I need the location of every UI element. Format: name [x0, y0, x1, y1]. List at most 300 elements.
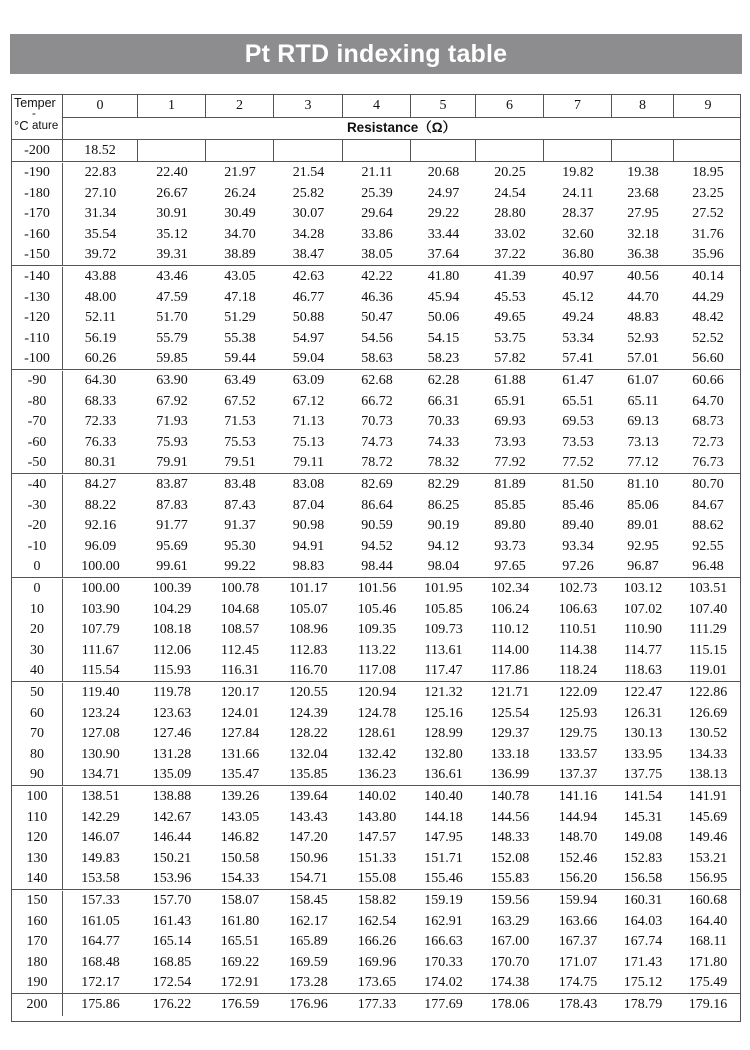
resistance-cell: 119.01 [689, 663, 727, 678]
resistance-cell: 107.79 [81, 622, 120, 637]
table-row [12, 267, 740, 288]
resistance-cell: 71.13 [292, 414, 325, 429]
resistance-cell: 27.52 [692, 206, 724, 221]
resistance-cell: 156.95 [688, 871, 728, 886]
table-row [12, 349, 740, 370]
resistance-cell: 131.66 [220, 746, 260, 762]
resistance-cell: 60.66 [692, 373, 724, 388]
resistance-cell: 57.41 [562, 351, 594, 366]
resistance-cell: 80.70 [692, 477, 724, 492]
table-row [12, 973, 740, 994]
resistance-cell: 109.35 [357, 622, 397, 637]
resistance-cell: 102.34 [490, 581, 530, 596]
table-row [12, 912, 740, 933]
resistance-cell: 144.94 [558, 809, 598, 825]
table-row [12, 891, 740, 912]
resistance-cell: 97.26 [562, 559, 594, 574]
resistance-cell: 51.29 [224, 310, 256, 325]
resistance-cell: 146.07 [81, 830, 120, 845]
resistance-cell: 104.29 [152, 601, 192, 617]
resistance-cell: 166.63 [424, 934, 463, 949]
resistance-cell: 93.73 [494, 538, 526, 554]
temperature-cell: 90 [12, 765, 63, 786]
resistance-cell: 161.05 [81, 913, 120, 929]
resistance-cell: 112.83 [289, 642, 328, 658]
resistance-cell: 61.47 [562, 373, 594, 388]
resistance-cell: 25.39 [361, 185, 393, 201]
resistance-cell: 27.10 [84, 185, 117, 201]
resistance-cell: 123.63 [152, 705, 192, 721]
resistance-cell: 118.63 [624, 663, 662, 678]
resistance-cell: 32.18 [627, 226, 659, 242]
resistance-cell: 156.20 [558, 871, 598, 886]
resistance-cell: 153.96 [152, 871, 192, 886]
table-row [12, 537, 740, 558]
table-row [12, 557, 740, 578]
resistance-cell: 167.37 [558, 934, 598, 949]
resistance-cell: 176.59 [220, 997, 260, 1012]
resistance-cell: 44.29 [692, 289, 724, 305]
resistance-cell: 143.80 [357, 809, 397, 825]
resistance-cell: 158.82 [357, 893, 397, 908]
resistance-cell: 159.19 [424, 893, 463, 908]
resistance-cell: 92.95 [627, 538, 659, 554]
resistance-cell: 84.67 [692, 497, 724, 513]
resistance-cell: 73.13 [627, 434, 659, 450]
digit-header-6: 6 [476, 95, 544, 117]
resistance-cell: 125.93 [558, 705, 598, 721]
resistance-cell: 153.21 [688, 850, 728, 866]
resistance-cell: 135.09 [152, 767, 192, 782]
resistance-cell: 70.73 [361, 414, 393, 429]
resistance-cell: 90.59 [361, 518, 393, 533]
resistance-cell: 164.77 [81, 934, 120, 949]
resistance-cell: 124.01 [220, 705, 260, 721]
resistance-cell: 85.46 [562, 497, 594, 513]
resistance-cell: 141.91 [688, 789, 728, 804]
digit-header-8: 8 [612, 95, 674, 117]
resistance-cell: 64.30 [84, 373, 117, 388]
resistance-cell: 44.70 [627, 289, 659, 305]
resistance-cell: 58.23 [427, 351, 460, 366]
resistance-cell: 121.32 [424, 685, 463, 700]
resistance-cell: 54.56 [361, 330, 393, 346]
table-row [12, 163, 740, 184]
resistance-cell: 67.92 [156, 393, 188, 409]
resistance-cell [343, 140, 411, 162]
resistance-cell: 35.12 [156, 226, 188, 242]
table-row [12, 683, 740, 704]
resistance-cell: 95.30 [224, 538, 256, 554]
temperature-header-cell [12, 95, 63, 139]
table-row [12, 184, 740, 205]
table-row [12, 953, 740, 974]
resistance-cell: 151.71 [424, 850, 463, 866]
resistance-cell: 107.40 [688, 601, 728, 617]
resistance-cell: 101.17 [289, 581, 328, 596]
temperature-cell: -190 [12, 163, 63, 184]
table-block [12, 161, 740, 265]
resistance-cell: 74.73 [361, 434, 393, 450]
resistance-cell: 82.29 [427, 477, 460, 492]
resistance-cell: 79.91 [156, 455, 188, 470]
resistance-cell: 24.54 [494, 185, 526, 201]
resistance-cell: 177.69 [424, 997, 463, 1012]
resistance-cell: 99.22 [224, 559, 256, 574]
resistance-cell: 31.76 [692, 226, 724, 242]
table-row [12, 932, 740, 953]
resistance-cell: 40.14 [692, 269, 724, 284]
resistance-cell: 97.65 [494, 559, 526, 574]
resistance-cell: 91.77 [156, 518, 188, 533]
resistance-cell: 58.63 [361, 351, 393, 366]
temperature-cell: 20 [12, 620, 63, 641]
resistance-cell: 169.96 [357, 954, 397, 970]
resistance-cell: 78.72 [361, 455, 393, 470]
resistance-cell: 130.52 [688, 726, 728, 741]
resistance-cell: 141.54 [623, 789, 663, 804]
resistance-cell: 54.97 [292, 330, 325, 346]
resistance-cell: 94.52 [361, 538, 393, 554]
resistance-cell: 151.33 [357, 850, 397, 866]
resistance-cell: 138.13 [688, 767, 728, 782]
resistance-cell: 139.64 [289, 789, 328, 804]
resistance-cell: 49.65 [494, 310, 526, 325]
temperature-cell: -20 [12, 516, 63, 537]
resistance-cell: 145.69 [688, 809, 728, 825]
resistance-cell: 77.52 [562, 455, 594, 470]
resistance-cell: 76.33 [84, 434, 117, 450]
resistance-cell: 40.97 [562, 269, 594, 284]
resistance-cell: 141.16 [558, 789, 598, 804]
resistance-cell: 79.51 [224, 455, 256, 470]
resistance-cell: 162.17 [289, 913, 328, 929]
resistance-cell: 164.40 [688, 913, 728, 929]
digit-header-7: 7 [544, 95, 612, 117]
resistance-cell [411, 140, 476, 162]
temperature-cell: 140 [12, 869, 63, 890]
resistance-cell: 174.75 [558, 975, 598, 990]
resistance-cell: 37.64 [427, 247, 460, 262]
temperature-cell: -80 [12, 392, 63, 413]
resistance-cell: 101.56 [357, 581, 397, 596]
resistance-cell: 35.96 [692, 247, 724, 262]
resistance-cell: 25.82 [292, 185, 325, 201]
digit-header-5: 5 [411, 95, 476, 117]
resistance-cell: 158.45 [289, 893, 328, 908]
resistance-cell: 53.75 [494, 330, 526, 346]
resistance-cell: 108.18 [152, 622, 192, 637]
resistance-cell: 169.59 [289, 954, 328, 970]
table-block [12, 785, 740, 889]
temperature-header-line1: Temper [14, 96, 56, 110]
resistance-cell: 91.37 [224, 518, 256, 533]
resistance-cell: 66.72 [361, 393, 393, 409]
resistance-cell: 80.31 [84, 455, 117, 470]
resistance-cell: 21.11 [361, 165, 393, 180]
resistance-cell: 104.68 [220, 601, 260, 617]
resistance-cell: 53.34 [562, 330, 594, 346]
resistance-cell: 165.89 [289, 934, 328, 949]
table-row [12, 724, 740, 745]
resistance-cell: 154.71 [289, 871, 328, 886]
table-row [12, 225, 740, 246]
resistance-cell: 26.24 [224, 185, 256, 201]
resistance-cell: 49.24 [562, 310, 594, 325]
resistance-cell: 175.49 [688, 975, 728, 990]
resistance-cell: 144.56 [490, 809, 530, 825]
resistance-cell: 62.68 [361, 373, 393, 388]
resistance-cell: 173.65 [357, 975, 397, 990]
table-block [12, 369, 740, 473]
resistance-cell: 57.01 [627, 351, 659, 366]
resistance-cell: 67.52 [224, 393, 256, 409]
resistance-cell: 136.99 [490, 767, 530, 782]
resistance-cell: 168.85 [152, 954, 192, 970]
resistance-cell: 152.83 [623, 850, 663, 866]
temperature-cell: 60 [12, 704, 63, 725]
resistance-cell: 39.72 [84, 247, 117, 262]
resistance-cell: 18.95 [692, 165, 724, 180]
resistance-cell: 92.55 [692, 538, 724, 554]
resistance-cell: 100.00 [81, 581, 120, 596]
resistance-cell: 62.28 [427, 373, 460, 388]
resistance-cell: 45.94 [427, 289, 460, 305]
resistance-cell: 160.68 [688, 893, 728, 908]
resistance-cell: 24.97 [427, 185, 460, 201]
resistance-cell: 38.47 [292, 247, 325, 262]
resistance-cell: 69.53 [562, 414, 594, 429]
resistance-cell: 153.58 [81, 871, 120, 886]
resistance-cell: 163.66 [558, 913, 598, 929]
resistance-cell: 52.93 [627, 330, 659, 346]
resistance-cell: 30.49 [224, 206, 256, 221]
resistance-cell: 75.93 [156, 434, 188, 450]
resistance-cell: 150.96 [289, 850, 328, 866]
resistance-cell: 100.39 [152, 581, 192, 596]
resistance-cell: 167.00 [490, 934, 530, 949]
resistance-cell: 65.11 [627, 393, 659, 409]
temperature-cell: -180 [12, 184, 63, 205]
resistance-cell: 146.44 [152, 830, 192, 845]
resistance-cell: 116.70 [289, 663, 328, 678]
table-block [12, 473, 740, 577]
resistance-cell: 100.00 [81, 559, 120, 574]
resistance-cell: 46.77 [292, 289, 325, 305]
temperature-cell: -90 [12, 371, 63, 392]
resistance-cell: 170.33 [424, 954, 463, 970]
resistance-cell: 167.74 [623, 934, 663, 949]
resistance-cell: 114.77 [624, 642, 662, 658]
resistance-cell: 63.09 [292, 373, 325, 388]
resistance-cell: 120.17 [220, 685, 260, 700]
resistance-cell: 133.57 [558, 746, 598, 762]
resistance-cell: 23.68 [627, 185, 659, 201]
resistance-cell: 168.11 [689, 934, 727, 949]
resistance-cell: 114.00 [491, 642, 529, 658]
resistance-cell: 138.88 [152, 789, 192, 804]
resistance-cell: 172.17 [81, 975, 120, 990]
resistance-cell: 171.80 [688, 954, 728, 970]
resistance-cell: 40.56 [627, 269, 659, 284]
resistance-cell: 59.85 [156, 351, 188, 366]
temperature-cell: 70 [12, 724, 63, 745]
table-block [12, 993, 740, 1021]
table-row [12, 849, 740, 870]
digit-header-1: 1 [138, 95, 206, 117]
resistance-cell: 155.08 [357, 871, 397, 886]
resistance-cell: 146.82 [220, 830, 260, 845]
resistance-cell: 29.64 [361, 206, 393, 221]
resistance-cell: 37.22 [494, 247, 526, 262]
resistance-cell: 57.82 [494, 351, 526, 366]
resistance-cell: 162.91 [424, 913, 463, 929]
resistance-cell: 176.22 [152, 997, 192, 1012]
temperature-cell: -110 [12, 329, 63, 350]
resistance-cell: 140.02 [357, 789, 397, 804]
table-block [12, 577, 740, 681]
resistance-cell: 112.45 [221, 642, 259, 658]
resistance-cell: 130.13 [623, 726, 663, 741]
temperature-cell: 130 [12, 849, 63, 870]
resistance-cell: 110.51 [559, 622, 597, 637]
table-row [12, 828, 740, 849]
resistance-cell: 133.18 [490, 746, 530, 762]
resistance-cell: 103.90 [81, 601, 120, 617]
resistance-cell: 50.06 [427, 310, 460, 325]
resistance-cell: 68.33 [84, 393, 117, 409]
resistance-cell: 114.38 [559, 642, 597, 658]
resistance-cell: 26.67 [156, 185, 188, 201]
table-row [12, 308, 740, 329]
resistance-cell: 65.51 [562, 393, 594, 409]
resistance-cell: 124.39 [289, 705, 328, 721]
resistance-cell: 48.00 [84, 289, 117, 305]
resistance-cell: 100.78 [220, 581, 260, 596]
resistance-cell: 22.83 [84, 165, 117, 180]
temperature-cell: 160 [12, 912, 63, 933]
resistance-cell: 64.70 [692, 393, 724, 409]
resistance-cell: 88.22 [84, 497, 117, 513]
table-row [12, 496, 740, 517]
temperature-cell: 40 [12, 661, 63, 682]
resistance-cell: 68.73 [692, 414, 724, 429]
table-row [12, 620, 740, 641]
resistance-cell: 96.87 [627, 559, 659, 574]
table-row [12, 994, 740, 1016]
resistance-cell [612, 140, 674, 162]
temperature-cell: 10 [12, 600, 63, 621]
resistance-cell: 113.61 [424, 642, 463, 658]
temperature-cell: -130 [12, 288, 63, 309]
temperature-cell: 200 [12, 994, 63, 1016]
resistance-cell: 38.89 [224, 247, 256, 262]
resistance-cell: 115.54 [81, 663, 120, 678]
table-row [12, 745, 740, 766]
resistance-cell: 93.34 [562, 538, 594, 554]
resistance-cell: 109.73 [424, 622, 463, 637]
resistance-cell: 165.14 [152, 934, 192, 949]
resistance-cell: 52.52 [692, 330, 724, 346]
resistance-cell: 21.54 [292, 165, 325, 180]
resistance-cell: 103.12 [623, 581, 663, 596]
table-row [12, 433, 740, 454]
resistance-cell: 147.20 [289, 830, 328, 845]
resistance-cell: 107.02 [623, 601, 663, 617]
resistance-cell: 140.40 [424, 789, 463, 804]
resistance-cell: 92.16 [84, 518, 117, 533]
resistance-cell: 170.70 [490, 954, 530, 970]
resistance-cell: 135.85 [289, 767, 328, 782]
resistance-cell: 161.43 [152, 913, 192, 929]
resistance-cell: 129.37 [490, 726, 530, 741]
resistance-cell: 30.91 [156, 206, 188, 221]
resistance-cell: 66.31 [427, 393, 460, 409]
resistance-cell: 157.33 [81, 893, 120, 908]
resistance-cell: 160.31 [623, 893, 663, 908]
resistance-cell: 168.48 [81, 954, 120, 970]
table-row [12, 869, 740, 890]
resistance-cell: 159.56 [490, 893, 530, 908]
resistance-cell: 176.96 [289, 997, 328, 1012]
resistance-cell: 96.09 [84, 538, 117, 554]
resistance-cell: 143.43 [289, 809, 328, 825]
table-row [12, 765, 740, 786]
resistance-cell: 106.24 [490, 601, 530, 617]
resistance-cell: 174.02 [424, 975, 463, 990]
resistance-cell: 90.98 [292, 518, 325, 533]
resistance-cell: 157.70 [152, 893, 192, 908]
resistance-cell: 125.54 [490, 705, 530, 721]
resistance-cell: 87.43 [224, 497, 256, 513]
resistance-cell: 172.54 [152, 975, 192, 990]
resistance-cell: 42.63 [292, 269, 325, 284]
resistance-cell: 72.73 [692, 434, 724, 450]
resistance-cell: 158.07 [220, 893, 260, 908]
resistance-cell: 108.96 [289, 622, 328, 637]
table-row [12, 475, 740, 496]
resistance-cell: 33.86 [361, 226, 393, 242]
resistance-cell: 101.95 [424, 581, 463, 596]
resistance-cell: 145.31 [623, 809, 663, 825]
temperature-cell: -70 [12, 412, 63, 433]
resistance-cell: 18.52 [63, 140, 138, 162]
temperature-cell: -40 [12, 475, 63, 496]
resistance-cell: 71.53 [224, 414, 256, 429]
resistance-cell: 36.38 [627, 247, 659, 262]
resistance-cell: 94.91 [292, 538, 325, 554]
resistance-cell: 177.33 [357, 997, 397, 1012]
resistance-cell: 147.95 [424, 830, 463, 845]
resistance-cell: 122.86 [688, 685, 728, 700]
resistance-cell: 162.54 [357, 913, 397, 929]
table-row [12, 204, 740, 225]
temperature-cell: 120 [12, 828, 63, 849]
resistance-cell: 120.94 [357, 685, 397, 700]
resistance-cell: 87.83 [156, 497, 188, 513]
resistance-cell: 118.24 [559, 663, 597, 678]
temperature-cell: 180 [12, 953, 63, 974]
resistance-cell: 105.07 [289, 601, 328, 617]
temperature-cell: -10 [12, 537, 63, 558]
resistance-cell: 83.08 [292, 477, 325, 492]
resistance-cell: 124.78 [357, 705, 397, 721]
temperature-cell: 170 [12, 932, 63, 953]
table-row [12, 288, 740, 309]
resistance-cell: 130.90 [81, 746, 120, 762]
resistance-cell: 122.47 [623, 685, 663, 700]
resistance-cell: 86.25 [427, 497, 460, 513]
